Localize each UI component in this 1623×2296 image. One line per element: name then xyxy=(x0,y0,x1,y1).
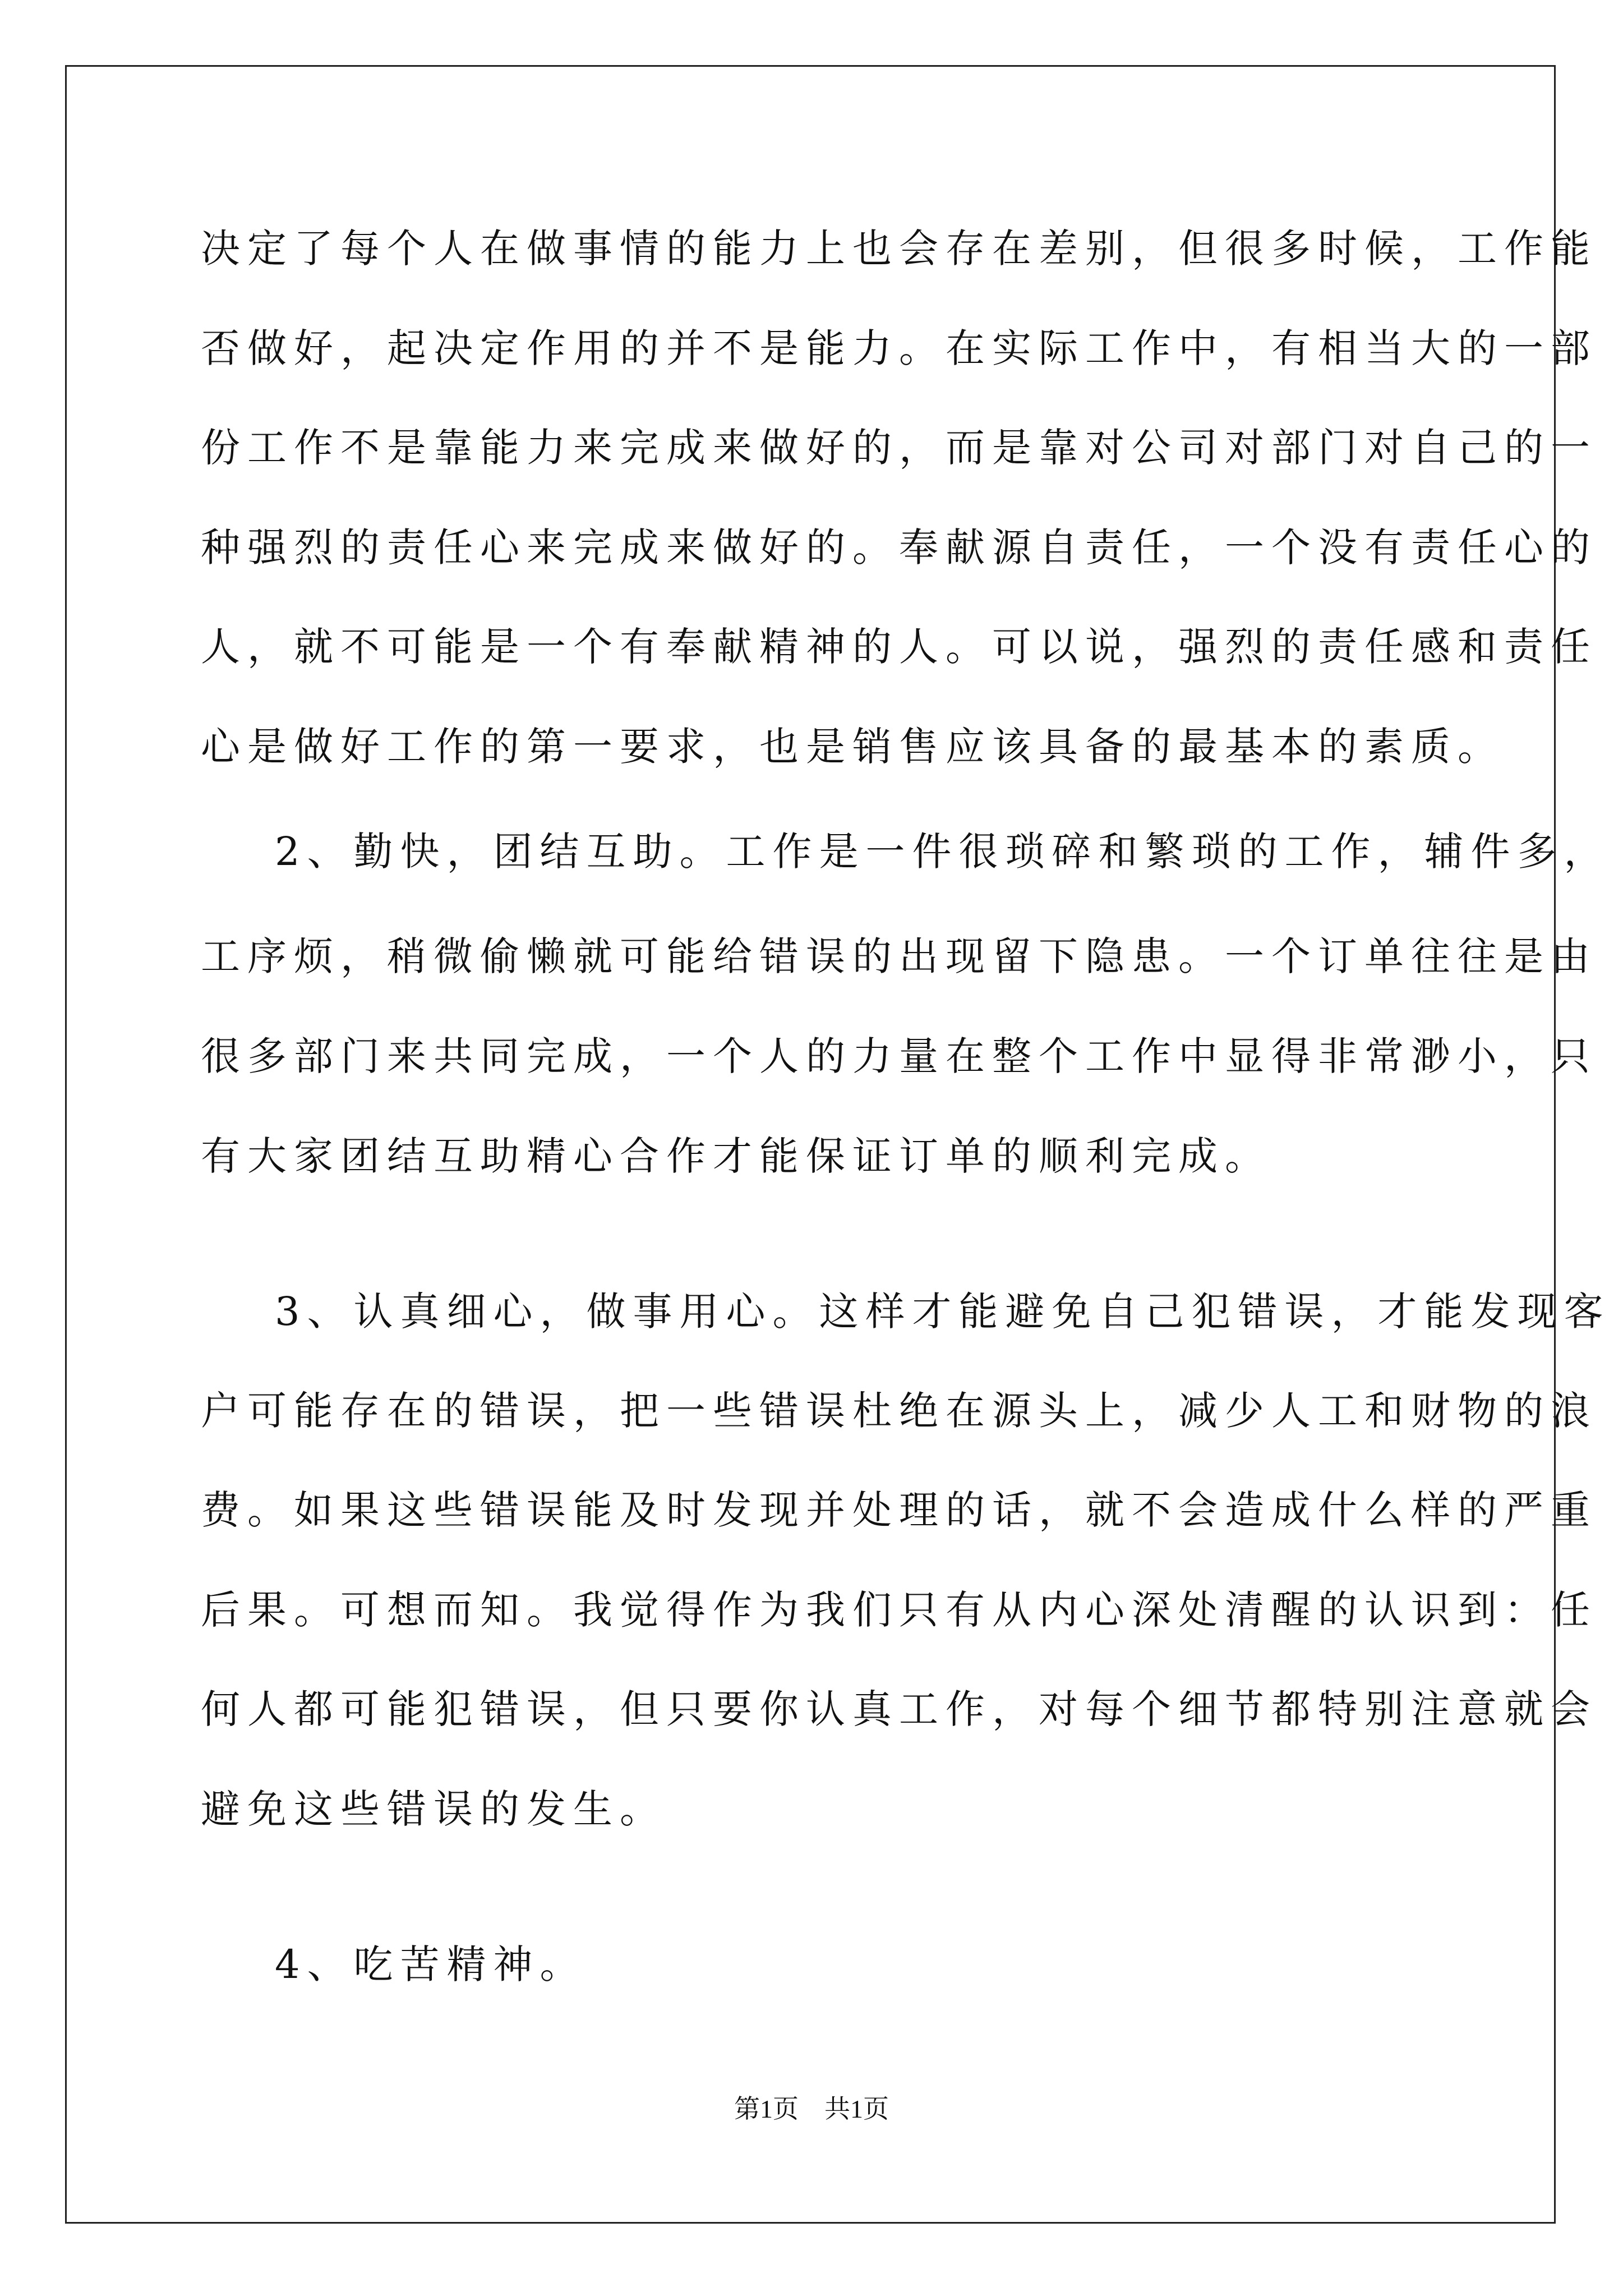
text-line-2: 否做好，起决定作用的并不是能力。在实际工作中，有相当大的一部 xyxy=(201,325,1597,371)
item-2-heading: 2、勤快，团结互助。工作是一件很琐碎和繁琐的工作，辅件多， xyxy=(275,829,1611,875)
text-line-12: 户可能存在的错误，把一些错误杜绝在源头上，减少人工和财物的浪 xyxy=(201,1388,1597,1434)
item-3-heading: 3、认真细心，做事用心。这样才能避免自己犯错误，才能发现客 xyxy=(275,1289,1611,1335)
text-line-1: 决定了每个人在做事情的能力上也会存在差别，但很多时候，工作能 xyxy=(201,226,1597,272)
text-line-13: 费。如果这些错误能及时发现并处理的话，就不会造成什么样的严重 xyxy=(201,1487,1597,1533)
text-line-3: 份工作不是靠能力来完成来做好的，而是靠对公司对部门对自己的一 xyxy=(201,425,1597,471)
text-line-5: 人，就不可能是一个有奉献精神的人。可以说，强烈的责任感和责任 xyxy=(201,624,1597,670)
text-line-4: 种强烈的责任心来完成来做好的。奉献源自责任，一个没有责任心的 xyxy=(201,524,1597,570)
text-line-10: 有大家团结互助精心合作才能保证订单的顺利完成。 xyxy=(201,1133,1271,1179)
page-footer: 第1页 共1页 xyxy=(734,2095,889,2123)
text-line-14: 后果。可想而知。我觉得作为我们只有从内心深处清醒的认识到：任 xyxy=(201,1587,1597,1633)
text-line-16: 避免这些错误的发生。 xyxy=(201,1786,666,1832)
text-line-8: 工序烦，稍微偷懒就可能给错误的出现留下隐患。一个订单往往是由 xyxy=(201,933,1597,979)
text-line-9: 很多部门来共同完成，一个人的力量在整个工作中显得非常渺小，只 xyxy=(201,1033,1597,1079)
item-4-heading: 4、吃苦精神。 xyxy=(275,1941,587,1987)
text-line-6: 心是做好工作的第一要求，也是销售应该具备的最基本的素质。 xyxy=(201,724,1504,770)
text-line-15: 何人都可能犯错误，但只要你认真工作，对每个细节都特别注意就会 xyxy=(201,1686,1597,1732)
